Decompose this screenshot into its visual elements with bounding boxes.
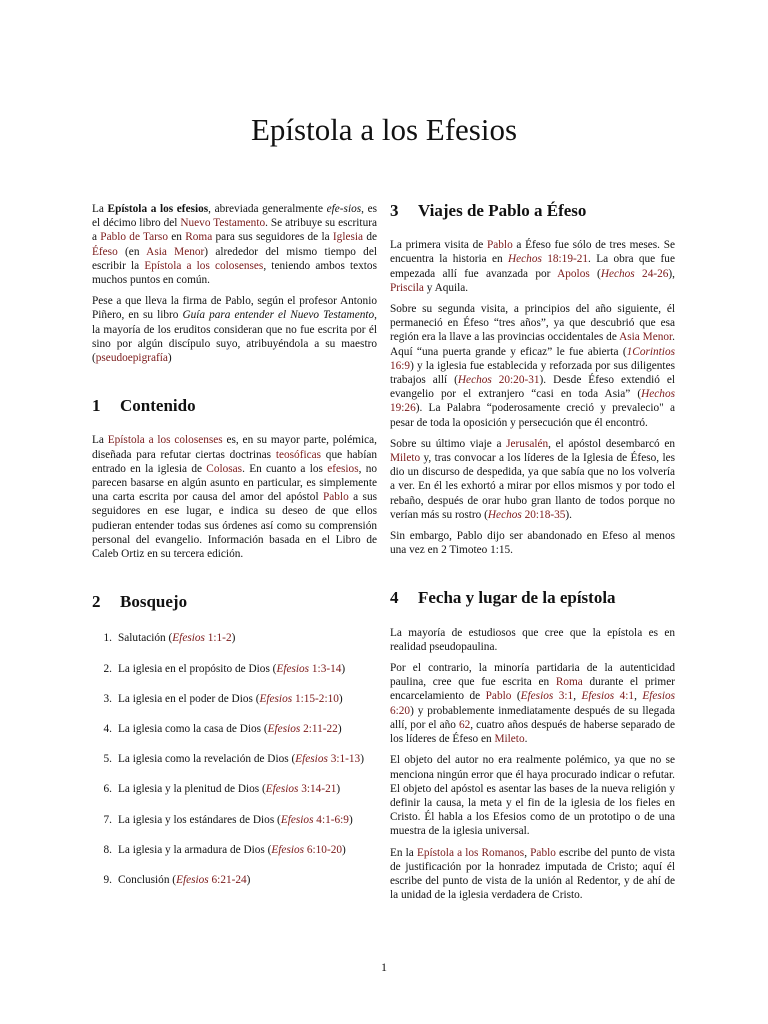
section-title: Bosquejo xyxy=(120,592,188,612)
wiki-link[interactable]: Efesios xyxy=(280,813,314,826)
wiki-link[interactable]: Hechos xyxy=(508,253,542,266)
wiki-link[interactable]: Efesios xyxy=(642,690,676,703)
wiki-link[interactable]: Colosas xyxy=(206,462,243,475)
wiki-link[interactable]: Priscila xyxy=(390,281,424,294)
wiki-link[interactable]: Pablo xyxy=(322,491,349,504)
page-title: Epístola a los Efesios xyxy=(250,112,518,147)
wiki-link[interactable]: 4:1-6:9 xyxy=(313,813,349,826)
list-item-number: 8. xyxy=(103,843,112,856)
wiki-link[interactable]: Efesios xyxy=(295,753,328,766)
wiki-link[interactable]: 19:26 xyxy=(390,402,416,415)
wiki-link[interactable]: Hechos xyxy=(457,374,492,387)
wiki-link[interactable]: 3:1 xyxy=(553,690,574,703)
body-paragraph: Sobre su último viaje a Jerusalén, el apóstol desembarcó en Mileto y, tras convocar a los líderes de la Iglesia de Éfeso, les dio un discurso de despedida, ya que sabía que no los volvería a ver. En él les exhortó a mirar por ellos mismos y por todo el rebaño, después de orar hubo gran llanto de todos porque no verían más su rostro (Hechos 20:18-35). xyxy=(390,437,675,521)
list-item-number: 5. xyxy=(103,753,112,766)
wiki-link[interactable]: 1:3-14 xyxy=(309,662,342,675)
section-title: Fecha y lugar de la epístola xyxy=(418,588,616,608)
list-item xyxy=(92,843,377,857)
wiki-link[interactable]: Roma xyxy=(555,676,583,689)
list-item-number: 6. xyxy=(103,783,112,796)
section-title: Contenido xyxy=(120,396,196,416)
page-number: 1 xyxy=(381,960,387,974)
body-paragraph: Sobre su segunda visita, a principios del año siguiente, él permaneció en Éfeso “tres años”, ya que descubrió que esa región era la llave a las provincias occidentales de Asia Menor. Aquí “una puerta grande y eficaz” le fue abierta (1Corintios 16:9) y la iglesia fue establecida y reforzada por sus diligentes trabajos allí (Hechos 20:20-31). Desde Éfeso extendió el evangelio por el extranjero “casi en toda Asia” (Hechos 19:26). La Palabra “poderosamente creció y prevalecio" a pesar de toda la oposición y persecución que él encontró. xyxy=(390,303,675,429)
list-item-text: La iglesia y los estándares de Dios (Efesios 4:1-6:9) xyxy=(118,813,353,826)
list-item xyxy=(92,722,377,736)
section-number: 4 xyxy=(390,588,399,608)
intro-paragraph: La Epístola a los efesios, abreviada generalmente efe-sios, es el décimo libro del Nuevo Testamento. Se atribuye su escritura a Pablo de Tarso en Roma para sus seguidores de la Iglesia de Éfeso (en Asia Menor) alrededor del mismo tiempo del escribir la Epístola a los colosenses, teniendo ambos textos muchos puntos en común. xyxy=(92,203,377,287)
wiki-link[interactable]: teosóficas xyxy=(275,448,322,461)
left-column xyxy=(92,202,377,903)
list-item-text: La iglesia y la armadura de Dios (Efesios 6:10-20) xyxy=(118,843,346,856)
wiki-link[interactable]: 6:10-20 xyxy=(304,843,342,856)
list-item xyxy=(92,662,377,676)
section-heading-contenido xyxy=(92,396,377,416)
wiki-link[interactable]: 3:1-13 xyxy=(327,753,361,766)
wiki-link[interactable]: Jerusalén xyxy=(506,437,549,450)
wiki-link[interactable]: Iglesia xyxy=(332,231,364,244)
list-item-text: La iglesia como la revelación de Dios (Efesios 3:1-13) xyxy=(118,753,364,766)
wiki-link[interactable]: Pablo de Tarso xyxy=(100,231,168,244)
wiki-link[interactable]: Éfeso xyxy=(92,245,118,258)
section-body-fecha xyxy=(390,626,675,903)
list-item-text: La iglesia en el poder de Dios (Efesios 1:15-2:10) xyxy=(118,692,343,705)
italic-text: efe-sios xyxy=(326,203,362,215)
wiki-link[interactable]: Efesios xyxy=(520,690,554,703)
wiki-link[interactable]: 2:11-22 xyxy=(300,723,338,736)
wiki-link[interactable]: 1:1-2 xyxy=(204,632,232,645)
list-item xyxy=(92,752,377,766)
wiki-link[interactable]: Pablo xyxy=(530,846,556,859)
wiki-link[interactable]: 6:20 xyxy=(390,704,411,717)
section-body-contenido xyxy=(92,433,377,561)
body-paragraph: Sin embargo, Pablo dijo ser abandonado en Efeso al menos una vez en 2 Timoteo 1:15. xyxy=(390,530,675,557)
list-item xyxy=(92,813,377,827)
italic-text: Guía para entender el Nuevo Testamento xyxy=(182,309,375,322)
wiki-link[interactable]: Efesios xyxy=(271,843,305,856)
wiki-link[interactable]: Mileto xyxy=(390,452,421,465)
wiki-link[interactable]: 1:15-2:10 xyxy=(292,692,339,705)
wiki-link[interactable]: 62 xyxy=(458,718,471,731)
list-item-number: 9. xyxy=(103,874,112,887)
wiki-link[interactable]: efesios xyxy=(327,462,359,475)
section-heading-bosquejo xyxy=(92,592,377,612)
wiki-link[interactable]: 6:21-24 xyxy=(208,874,247,887)
list-item-text: Salutación (Efesios 1:1-2) xyxy=(118,632,236,645)
body-paragraph: El objeto del autor no era realmente polémico, ya que no se menciona ningún error que él haya procurado indicar o refutar. El objeto del apóstol es asentar las bases de la nueva religión y definir la causa, la meta y el fin de la iglesia de los fieles en Cristo. Él habla a los Efesios como de un prototipo o de una muestra de la iglesia universal. xyxy=(390,754,675,838)
section-heading-viajes xyxy=(390,201,675,220)
wiki-link[interactable]: Pablo xyxy=(486,239,513,252)
wiki-link[interactable]: Mileto xyxy=(494,733,525,746)
wiki-link[interactable]: Efesios xyxy=(276,662,310,675)
wiki-link[interactable]: Asia Menor xyxy=(146,245,205,258)
wiki-link[interactable]: 20:18-35 xyxy=(521,508,566,521)
list-item-text: La iglesia y la plenitud de Dios (Efesios 3:14-21) xyxy=(118,783,341,796)
wiki-link[interactable]: 18:19-21 xyxy=(541,253,589,266)
wiki-link[interactable]: Hechos xyxy=(641,388,675,401)
wiki-link[interactable]: Efesios xyxy=(259,692,293,705)
right-column xyxy=(390,202,675,909)
list-item xyxy=(92,631,377,645)
wiki-link[interactable]: Efesios xyxy=(176,874,209,887)
wiki-link[interactable]: Apolos xyxy=(557,267,590,280)
section-number: 2 xyxy=(92,592,101,612)
list-item-number: 1. xyxy=(103,632,112,645)
wiki-link[interactable]: Efesios xyxy=(172,632,205,645)
body-paragraph: En la Epístola a los Romanos, Pablo escribe del punto de vista de justificación por la honradez imputada de Cristo; aquí él escribe del punto de vista de la unión al Redentor, y de ahí de la unidad de la iglesia verdadera de Cristo. xyxy=(390,846,675,902)
wiki-link[interactable]: Efesios xyxy=(265,783,299,796)
body-paragraph: La mayoría de estudiosos que cree que la epístola es en realidad pseudopaulina. xyxy=(390,626,675,653)
wiki-link[interactable]: Efesios xyxy=(267,723,301,736)
wiki-link[interactable]: Epístola a los colosenses xyxy=(144,259,264,272)
wiki-link[interactable]: Efesios xyxy=(581,690,615,703)
list-item xyxy=(92,692,377,706)
wiki-link[interactable]: 16:9 xyxy=(390,359,411,372)
wiki-link[interactable]: 24-26 xyxy=(634,267,669,280)
list-item-number: 7. xyxy=(103,813,112,826)
section-title: Viajes de Pablo a Éfeso xyxy=(418,201,587,220)
wiki-link[interactable]: Epístola a los colosenses xyxy=(107,434,223,447)
wiki-link[interactable]: 1Corintios xyxy=(626,345,675,358)
wiki-link[interactable]: Epístola a los Romanos xyxy=(416,846,525,859)
list-item-number: 3. xyxy=(103,692,112,705)
section-body-viajes xyxy=(390,238,675,557)
list-item-text: La iglesia como la casa de Dios (Efesios 2:11-22) xyxy=(118,723,342,736)
wiki-link[interactable]: Hechos xyxy=(487,508,522,521)
outline-list xyxy=(92,631,377,887)
body-paragraph: Por el contrario, la minoría partidaria de la autenticidad paulina, cree que fue escrita en Roma durante el primer encarcelamiento de Pablo (Efesios 3:1, Efesios 4:1, Efesios 6:20) y probablemente inmediatamente después de su llegada allí, por el año 62, cuatro años después de haberse separado de los líderes de Éfeso en Mileto. xyxy=(390,662,676,746)
body-paragraph: La primera visita de Pablo a Éfeso fue sólo de tres meses. Se encuentra la historia en Hechos 18:19-21. La obra que fue empezada allí fue avanzada por Apolos (Hechos 24-26), Priscila y Aquila. xyxy=(390,239,675,294)
list-item-text: Conclusión (Efesios 6:21-24) xyxy=(118,874,251,887)
wiki-link[interactable]: Asia Menor xyxy=(619,331,673,344)
section-heading-fecha xyxy=(390,588,675,608)
wiki-link[interactable]: Nuevo Testamento xyxy=(180,217,266,230)
section-number: 1 xyxy=(92,396,101,416)
wiki-link[interactable]: 4:1 xyxy=(614,690,635,703)
wiki-link[interactable]: Roma xyxy=(185,231,213,244)
list-item-text: La iglesia en el propósito de Dios (Efesios 1:3-14) xyxy=(118,662,346,675)
wiki-link[interactable]: Pablo xyxy=(485,690,512,703)
list-item xyxy=(92,782,377,796)
wiki-link[interactable]: 3:14-21 xyxy=(298,783,337,796)
list-item-number: 4. xyxy=(103,723,112,736)
wiki-link[interactable]: pseudoepigrafía xyxy=(95,352,168,365)
bold-term: Epístola a los efesios xyxy=(107,203,209,215)
list-item xyxy=(92,873,377,887)
body-paragraph: La Epístola a los colosenses es, en su mayor parte, polémica, diseñada para refutar ciertas doctrinas teosóficas que habían entrado en la iglesia de Colosas. En cuanto a los efesios, no parecen basarse en algún asunto en particular, es simplemente una carta escrita por causa del amor del apóstol Pablo a sus seguidores en ese lugar, e indica su deseo de que ellos pudieran entender todas sus órdenes así como su comprensión personal del evangelio. Información basada en el Libro de Caleb Ortiz en su tercera edición. xyxy=(92,434,378,561)
intro-paragraph: Pese a que lleva la firma de Pablo, según el profesor Antonio Piñero, en su libro Guía para entender el Nuevo Testamento, la mayoría de los eruditos consideran que no fue escrita por él sino por algún discípulo suyo, atribuyéndola a su maestro (pseudoepigrafía) xyxy=(92,295,377,365)
list-item-number: 2. xyxy=(103,662,112,675)
wiki-link[interactable]: 20:20-31 xyxy=(491,374,540,387)
section-number: 3 xyxy=(390,201,399,220)
wiki-link[interactable]: Hechos xyxy=(600,267,635,280)
